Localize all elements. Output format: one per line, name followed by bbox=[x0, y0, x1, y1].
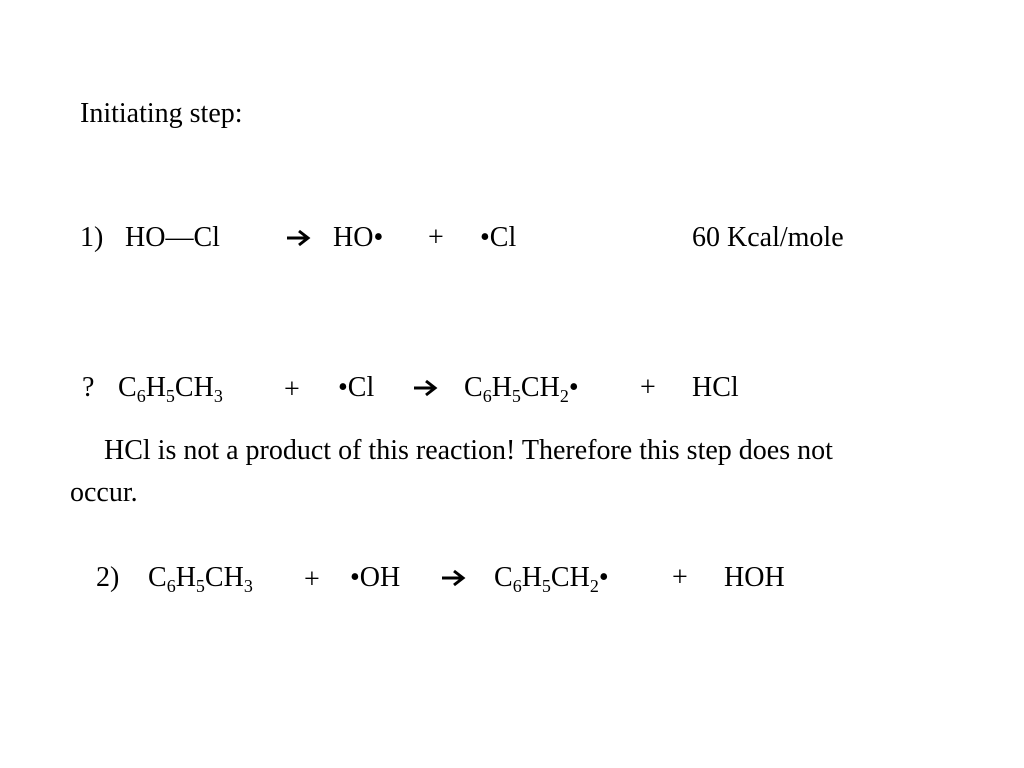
reaction-question-plus-1: + bbox=[284, 374, 300, 405]
reaction-1-product-1: HO• bbox=[333, 222, 384, 253]
reaction-2-plus-2: + bbox=[672, 562, 688, 593]
reaction-question-reactant-1: $C_6H_5CH_3$ bbox=[118, 372, 223, 406]
reaction-1-label: 1) bbox=[80, 222, 104, 253]
initiating-step-heading: Initiating step: bbox=[80, 98, 243, 129]
reaction-question-reactant-2: •Cl bbox=[338, 372, 375, 403]
reaction-1-reactant: HO—Cl bbox=[125, 222, 220, 253]
reaction-question-plus-2: + bbox=[640, 372, 656, 403]
reaction-1-plus: + bbox=[428, 222, 444, 253]
reaction-question-label: ? bbox=[82, 372, 95, 403]
arrow-icon bbox=[285, 228, 313, 248]
arrow-icon bbox=[440, 568, 468, 588]
reaction-2-label: 2) bbox=[96, 562, 120, 593]
reaction-2-reactant-2: •OH bbox=[350, 562, 401, 593]
reaction-2-reactant-1: $C_6H_5CH_3$ bbox=[148, 562, 253, 596]
reaction-question-product-2: HCl bbox=[692, 372, 739, 403]
reaction-2-plus-1: + bbox=[304, 564, 320, 595]
reaction-question-product-1: $C_6H_5CH_2•$ bbox=[464, 372, 579, 406]
reaction-1-energy: 60 Kcal/mole bbox=[692, 222, 844, 253]
reaction-1-product-2: •Cl bbox=[480, 222, 517, 253]
explanation-text: HCl is not a product of this reaction! Therefore this step does not occur. bbox=[70, 435, 833, 508]
reaction-2-product-2: HOH bbox=[724, 562, 785, 593]
arrow-icon bbox=[412, 378, 440, 398]
reaction-2-product-1: $C_6H_5CH_2•$ bbox=[494, 562, 609, 596]
